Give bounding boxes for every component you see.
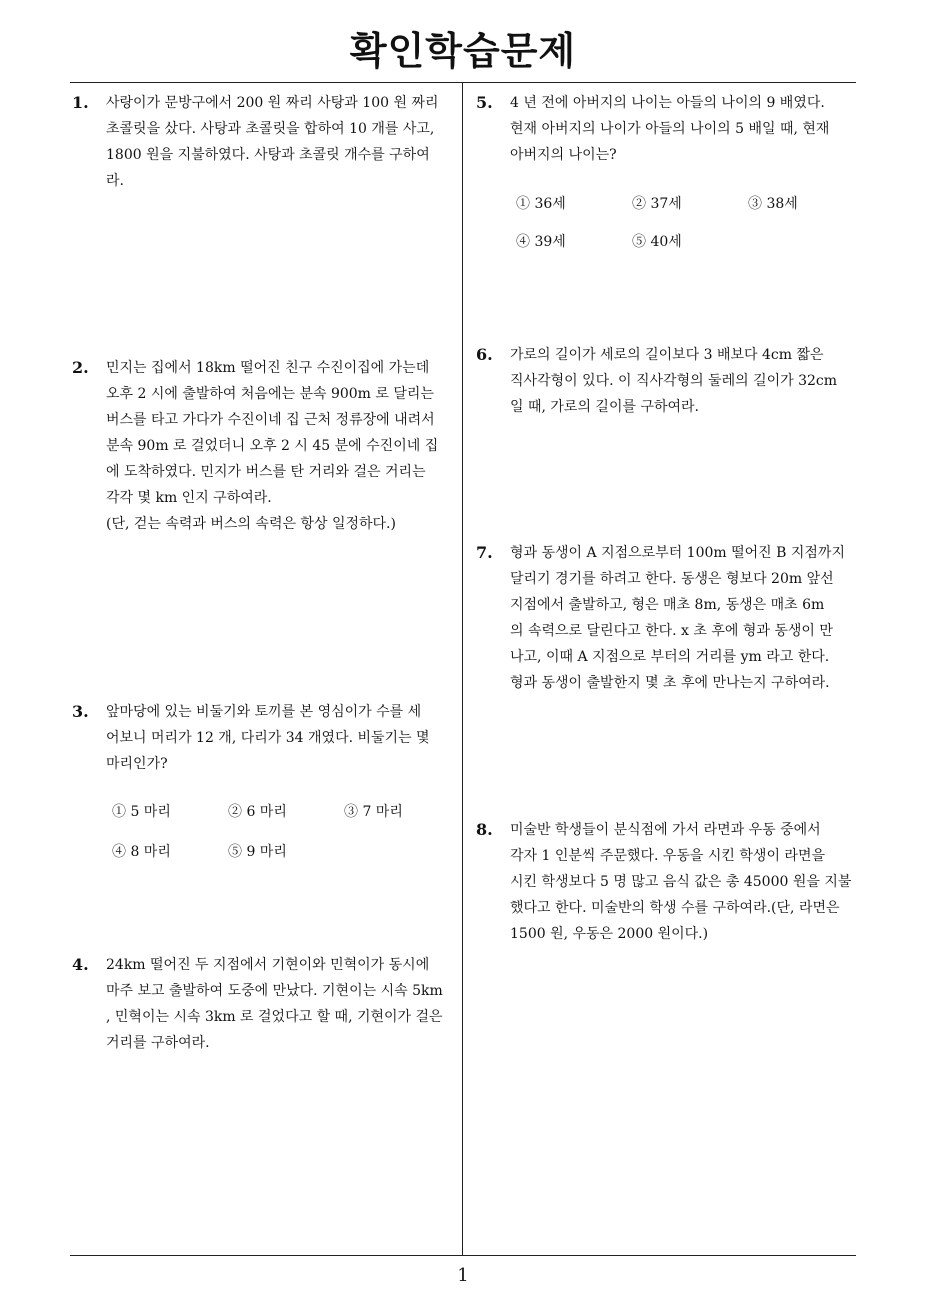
problem-3 — [72, 699, 452, 869]
page-number: 1 — [457, 1265, 469, 1286]
problem-line: 어보니 머리가 12 개, 다리가 34 개였다. 비둘기는 몇 — [106, 730, 430, 746]
choice-2[interactable]: ② 6 마리 — [228, 804, 287, 820]
problem-number: 4. — [72, 955, 89, 974]
problem-text — [106, 699, 430, 777]
problem-line: 1500 원, 우동은 2000 원이다.) — [510, 926, 709, 942]
problem-line: 거리를 구하여라. — [106, 1035, 210, 1051]
problem-number: 8. — [476, 820, 493, 839]
problem-line: 일 때, 가로의 길이를 구하여라. — [510, 399, 699, 415]
problem-line: 시킨 학생보다 5 명 많고 음식 값은 총 45000 원을 지불 — [510, 874, 852, 890]
choice-1[interactable]: ① 36세 — [516, 196, 566, 212]
problem-number: 1. — [72, 93, 89, 112]
problem-line: 초콜릿을 샀다. 사탕과 초콜릿을 합하여 10 개를 사고, — [106, 121, 435, 137]
problem-text — [106, 355, 438, 537]
problem-line: (단, 걷는 속력과 버스의 속력은 항상 일정하다.) — [106, 516, 396, 532]
problem-number: 6. — [476, 345, 493, 364]
problem-text — [510, 540, 845, 696]
problem-line: 미술반 학생들이 분식점에 가서 라면과 우동 중에서 — [510, 822, 821, 838]
problem-text — [106, 90, 438, 194]
problem-line: 라. — [106, 173, 124, 189]
problem-line: , 민혁이는 시속 3km 로 걸었다고 할 때, 기현이가 걸은 — [106, 1009, 443, 1025]
problem-text — [510, 817, 851, 947]
problem-line: 아버지의 나이는? — [510, 147, 617, 163]
problem-5 — [476, 90, 856, 260]
problem-line: 했다고 한다. 미술반의 학생 수를 구하여라.(단, 라면은 — [510, 900, 840, 916]
problem-line: 민지는 집에서 18km 떨어진 친구 수진이집에 가는데 — [106, 360, 430, 376]
choice-5[interactable]: ⑤ 40세 — [632, 234, 682, 250]
problem-line: 직사각형이 있다. 이 직사각형의 둘레의 길이가 32cm — [510, 373, 838, 389]
choice-5[interactable]: ⑤ 9 마리 — [228, 844, 287, 860]
problem-line: 형과 동생이 출발한지 몇 초 후에 만나는지 구하여라. — [510, 675, 830, 691]
problem-text — [106, 952, 443, 1056]
choice-3[interactable]: ③ 7 마리 — [344, 804, 403, 820]
column-divider — [462, 83, 463, 1255]
page-title: 확인학습문제 — [349, 29, 577, 73]
problem-line: 나고, 이때 A 지점으로 부터의 거리를 ym 라고 한다. — [510, 649, 830, 665]
problem-line: 에 도착하였다. 민지가 버스를 탄 거리와 걸은 거리는 — [106, 464, 426, 480]
problem-line: 오후 2 시에 출발하여 처음에는 분속 900m 로 달리는 — [106, 386, 434, 402]
choice-3[interactable]: ③ 38세 — [748, 196, 798, 212]
problem-line: 버스를 타고 가다가 수진이네 집 근처 정류장에 내려서 — [106, 412, 435, 428]
problem-line: 지점에서 출발하고, 형은 매초 8m, 동생은 매초 6m — [510, 597, 825, 613]
choice-4[interactable]: ④ 8 마리 — [112, 844, 171, 860]
problem-line: 앞마당에 있는 비둘기와 토끼를 본 영심이가 수를 세 — [106, 704, 422, 720]
choice-4[interactable]: ④ 39세 — [516, 234, 566, 250]
problem-number: 7. — [476, 543, 493, 562]
problem-line: 형과 동생이 A 지점으로부터 100m 떨어진 B 지점까지 — [510, 545, 845, 561]
problem-number: 3. — [72, 702, 89, 721]
problem-line: 분속 90m 로 걸었더니 오후 2 시 45 분에 수진이네 집 — [106, 438, 439, 454]
problem-line: 마리인가? — [106, 756, 168, 772]
top-divider — [70, 82, 856, 83]
problem-number: 5. — [476, 93, 493, 112]
problem-text — [510, 342, 837, 420]
problem-line: 현재 아버지의 나이가 아들의 나이의 5 배일 때, 현재 — [510, 121, 830, 137]
choice-1[interactable]: ① 5 마리 — [112, 804, 171, 820]
problem-number: 2. — [72, 358, 89, 377]
problem-line: 24km 떨어진 두 지점에서 기현이와 민혁이가 동시에 — [106, 957, 430, 973]
problem-line: 사랑이가 문방구에서 200 원 짜리 사탕과 100 원 짜리 — [106, 95, 439, 111]
problem-line: 각각 몇 km 인지 구하여라. — [106, 490, 272, 506]
problem-line: 가로의 길이가 세로의 길이보다 3 배보다 4cm 짧은 — [510, 347, 824, 363]
problem-text — [510, 90, 829, 168]
problem-line: 4 년 전에 아버지의 나이는 아들의 나이의 9 배였다. — [510, 95, 825, 111]
problem-line: 각자 1 인분씩 주문했다. 우동을 시킨 학생이 라면을 — [510, 848, 825, 864]
bottom-divider — [70, 1255, 856, 1256]
choice-2[interactable]: ② 37세 — [632, 196, 682, 212]
problem-line: 마주 보고 출발하여 도중에 만났다. 기현이는 시속 5km — [106, 983, 443, 999]
problem-line: 1800 원을 지불하였다. 사탕과 초콜릿 개수를 구하여 — [106, 147, 430, 163]
problem-line: 달리기 경기를 하려고 한다. 동생은 형보다 20m 앞선 — [510, 571, 834, 587]
problem-line: 의 속력으로 달린다고 한다. x 초 후에 형과 동생이 만 — [510, 623, 833, 639]
